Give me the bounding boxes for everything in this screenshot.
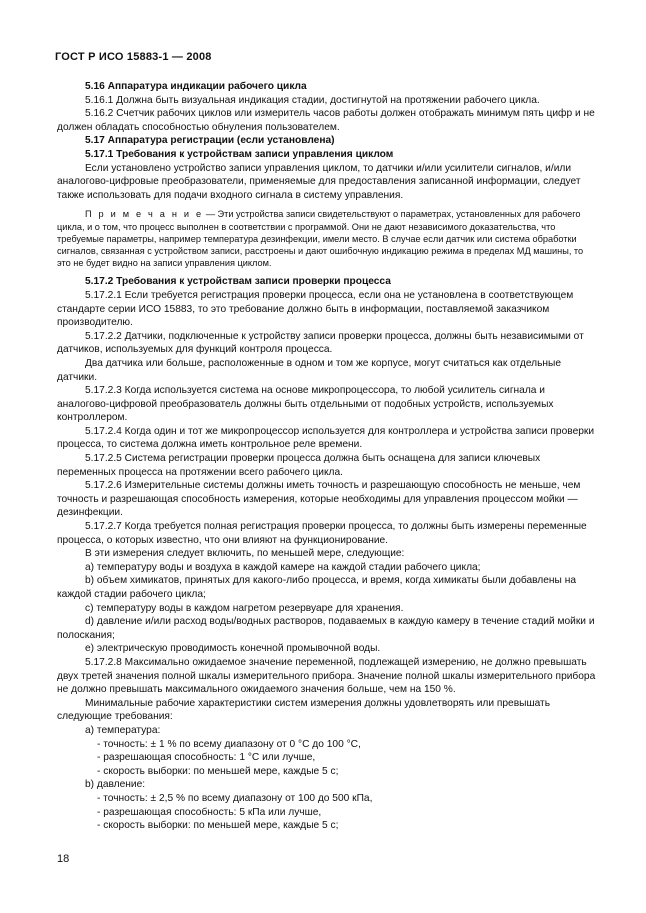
page-number: 18 (57, 853, 70, 865)
list-item-temp: a) температура: (85, 724, 161, 736)
section-5-17-2 (57, 275, 597, 832)
paragraph-5-17-2-7: 5.17.2.7 Когда требуется полная регистрация проверки процесса, то должны быть измерены переменные процесса, о которых известно, что они влияют на функционирование. (57, 521, 587, 546)
paragraph-5-17-2-8: 5.17.2.8 Максимально ожидаемое значение переменной, подлежащей измерению, не должно превышать двух третей значения полной шкалы измерительного прибора. Значение полной шкалы измерительного прибора не должно превышать максимального ожидаемого значения больше, чем на 150 %. (57, 656, 596, 696)
document-header: ГОСТ Р ИСО 15883-1 — 2008 (55, 51, 212, 63)
heading-5-17-2: 5.17.2 Требования к устройствам записи проверки процесса (85, 276, 391, 288)
list-item-e: e) электрическую проводимость конечной промывочной воды. (85, 643, 381, 655)
heading-5-17-1: 5.17.1 Требования к устройствам записи управления циклом (85, 148, 394, 160)
note-label: П р и м е ч а н и е (85, 209, 204, 220)
paragraph-5-17-1: Если установлено устройство записи управления циклом, то датчики и/или усилители сигналов, и/или аналогово-цифровые преобразователи, применяемые для предоставления записанной информации, следует также использовать для подачи входного сигнала в систему управления. (57, 162, 581, 201)
paragraph-5-17-2-7b: В эти измерения следует включить, по меньшей мере, следующие: (85, 548, 405, 560)
heading-5-17: 5.17 Аппаратура регистрации (если установлена) (85, 135, 335, 147)
paragraph-5-16-1: 5.16.1 Должна быть визуальная индикация стадии, достигнутой на протяжении рабочего цикла. (85, 94, 540, 106)
list-item-d: d) давление и/или расход воды/водных растворов, подаваемых в каждую камеру в течение стадий мойки и полоскания; (57, 616, 595, 641)
paragraph-5-17-2-4: 5.17.2.4 Когда один и тот же микропроцессор используется для контроллера и устройства записи проверки процесса, то система должна иметь контрольное реле времени. (57, 425, 595, 451)
section-5-16-5-17-1 (57, 80, 597, 202)
sub-item-pressure-rate: - скорость выборки: по меньшей мере, каждые 5 с; (97, 820, 339, 832)
sub-item-temp-accuracy: - точность: ± 1 % по всему диапазону от 0 °C до 100 °C, (97, 738, 361, 750)
list-item-c: c) температуру воды в каждом нагретом резервуаре для хранения. (85, 602, 404, 614)
paragraph-5-17-2-6: 5.17.2.6 Измерительные системы должны иметь точность и разрешающую способность не меньше, чем точность и разрешающая способность измерения, которые необходимы для управления процессом мойки — дезинфекции. (57, 480, 581, 519)
sub-item-pressure-resolution: - разрешающая способность: 5 кПа или лучше, (97, 806, 322, 818)
paragraph-min-requirements: Минимальные рабочие характеристики систем измерения должны удовлетворять или превышать следующие требования: (57, 697, 551, 723)
paragraph-5-17-2-3: 5.17.2.3 Когда используется система на основе микропроцессора, то любой усилитель сигнала и аналогово-цифровой преобразователь должны быть отдельными от подобных устройств, используемых контроллером. (57, 385, 554, 424)
list-item-pressure: b) давление: (85, 779, 146, 791)
paragraph-5-17-2-2b: Два датчика или больше, расположенные в одном и том же корпусе, могут считаться как отдельные датчики. (57, 357, 562, 383)
note-text: — Эти устройства записи свидетельствуют о параметрах, установленных для рабочего цикла, и о том, что процесс выполнен в соответствии с программой. Они не дают независимого доказательства, что требуемые параметры, например температура дезинфекции, имели место. В случае если датчик или система обработки сигналов, связанная с устройством записи, расстроены и дают ошибочную индикацию режима в пределах МД машины, то это не будет видно на записи управления циклом. (57, 209, 584, 269)
paragraph-5-16-2: 5.16.2 Счетчик рабочих циклов или измеритель часов работы должен отображать минимум пять цифр и не должен обладать способностью обнуления пользователем. (57, 108, 595, 133)
list-item-a: a) температуру воды и воздуха в каждой камере на каждой стадии рабочего цикла; (85, 561, 481, 573)
paragraph-5-17-2-2: 5.17.2.2 Датчики, подключенные к устройству записи проверки процесса, должны быть независимыми от датчиков, используемых для функций контроля процесса. (57, 330, 584, 356)
sub-item-temp-rate: - скорость выборки: по меньшей мере, каждые 5 с; (97, 765, 339, 777)
heading-5-16: 5.16 Аппаратура индикации рабочего цикла (85, 81, 307, 92)
document-body (57, 80, 597, 833)
sub-item-pressure-accuracy: - точность: ± 2,5 % по всему диапазону от 100 до 500 кПа, (97, 792, 373, 804)
paragraph-5-17-2-1: 5.17.2.1 Если требуется регистрация проверки процесса, если она не установлена в соответствующем стандарте серии ИСО 15883, то это требование должно быть в информации, поставляемой заказчиком производителю. (57, 289, 574, 329)
paragraph-5-17-2-5: 5.17.2.5 Система регистрации проверки процесса должна быть оснащена для записи ключевых переменных процесса на протяжении всего рабочего цикла. (57, 453, 541, 478)
note-paragraph (57, 208, 597, 269)
list-item-b: b) объем химикатов, принятых для какого-либо процесса, и время, когда химикаты были добавлены на каждой стадии рабочего цикла; (57, 575, 576, 601)
sub-item-temp-resolution: - разрешающая способность: 1 °C или лучше, (97, 752, 316, 764)
